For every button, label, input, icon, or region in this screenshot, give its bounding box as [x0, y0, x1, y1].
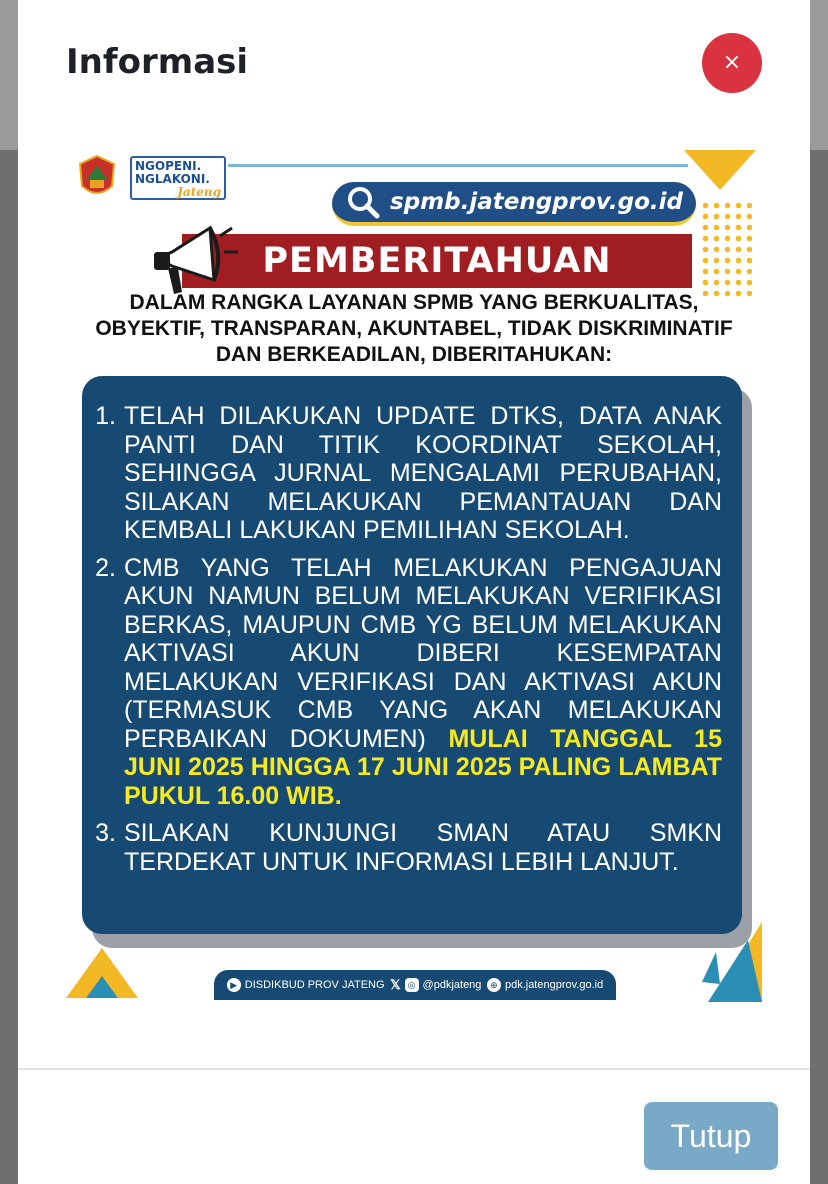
item-number: 1.	[95, 402, 116, 430]
decor-triangle-left-inner	[86, 976, 118, 998]
item-number: 2.	[95, 553, 116, 582]
announcement-panel	[82, 376, 742, 934]
item-text: CMB YANG TELAH MELAKUKAN PENGAJUAN AKUN NAMUN BELUM MELAKUKAN VERIFIKASI BERKAS, MAUPUN CMB YG BELUM MELAKUKAN AKTIVASI AKUN DIBERI KESEMPATAN MELAKUKAN VERIFIKASI DAN AKTIVASI AKUN (TERMASUK CMB YANG AKAN MELAKUKAN PERBAIKAN DOKUMEN)	[124, 553, 722, 753]
tutup-button[interactable]: Tutup	[644, 1102, 778, 1170]
info-modal	[18, 0, 810, 1184]
list-item	[90, 402, 722, 545]
jateng-crest-logo	[76, 154, 118, 200]
modal-title: Informasi	[66, 42, 249, 82]
footer-social	[390, 977, 481, 993]
list-item	[90, 819, 722, 876]
item-text-wrapper	[124, 554, 722, 811]
footer-youtube-text: DISDIKBUD PROV JATENG	[244, 979, 385, 991]
item-highlight-date: MULAI TANGGAL 15 JUNI 2025 HINGGA 17 JUNI 2025 PALING LAMBAT PUKUL 16.00 WIB.	[124, 724, 722, 810]
decor-line	[228, 164, 688, 167]
x-icon: 𝕏	[390, 977, 401, 992]
instagram-icon: ◎	[405, 978, 419, 992]
url-pill	[332, 182, 696, 226]
poster-heading: PEMBERITAHUAN	[262, 241, 612, 281]
announcement-intro: DALAM RANGKA LAYANAN SPMB YANG BERKUALITAS, OBYEKTIF, TRANSPARAN, AKUNTABEL, TIDAK DISKRIMINATIF DAN BERKEADILAN, DIBERITAHUKAN:	[95, 291, 733, 366]
decor-dots	[700, 200, 752, 300]
close-icon: ×	[722, 50, 742, 75]
search-icon	[346, 185, 380, 219]
item-text: TELAH DILAKUKAN UPDATE DTKS, DATA ANAK PANTI DAN TITIK KOORDINAT SEKOLAH, SEHINGGA JURNAL MENGALAMI PERUBAHAN, SILAKAN MELAKUKAN PEMANTAUAN DAN KEMBALI LAKUKAN PEMILIHAN SEKOLAH.	[124, 402, 722, 544]
tagline-line-1: NGOPENI.	[135, 159, 202, 173]
globe-icon: ⊕	[487, 978, 501, 992]
poster-footer	[214, 970, 616, 1000]
heading-banner	[182, 234, 692, 288]
announcement-poster-image	[66, 150, 762, 1020]
list-item	[90, 554, 722, 811]
website-url: spmb.jatengprov.go.id	[390, 189, 683, 215]
close-button[interactable]	[702, 33, 762, 93]
decor-chevron	[684, 150, 756, 190]
modal-footer-divider	[18, 1068, 810, 1070]
footer-social-text: @pdkjateng	[422, 979, 482, 991]
tagline-logo	[130, 156, 226, 200]
tagline-line-3: Jateng	[177, 185, 221, 199]
footer-web	[487, 978, 603, 992]
megaphone-icon	[150, 214, 240, 298]
tagline-line-2: NGLAKONI.	[135, 172, 210, 186]
footer-web-text: pdk.jatengprov.go.id	[504, 979, 604, 991]
item-number: 3.	[95, 819, 116, 847]
footer-youtube	[227, 978, 385, 992]
item-text: SILAKAN KUNJUNGI SMAN ATAU SMKN TERDEKAT UNTUK INFORMASI LEBIH LANJUT.	[124, 819, 722, 876]
youtube-icon: ▶	[227, 978, 241, 992]
decor-triangle-right	[702, 922, 762, 1002]
